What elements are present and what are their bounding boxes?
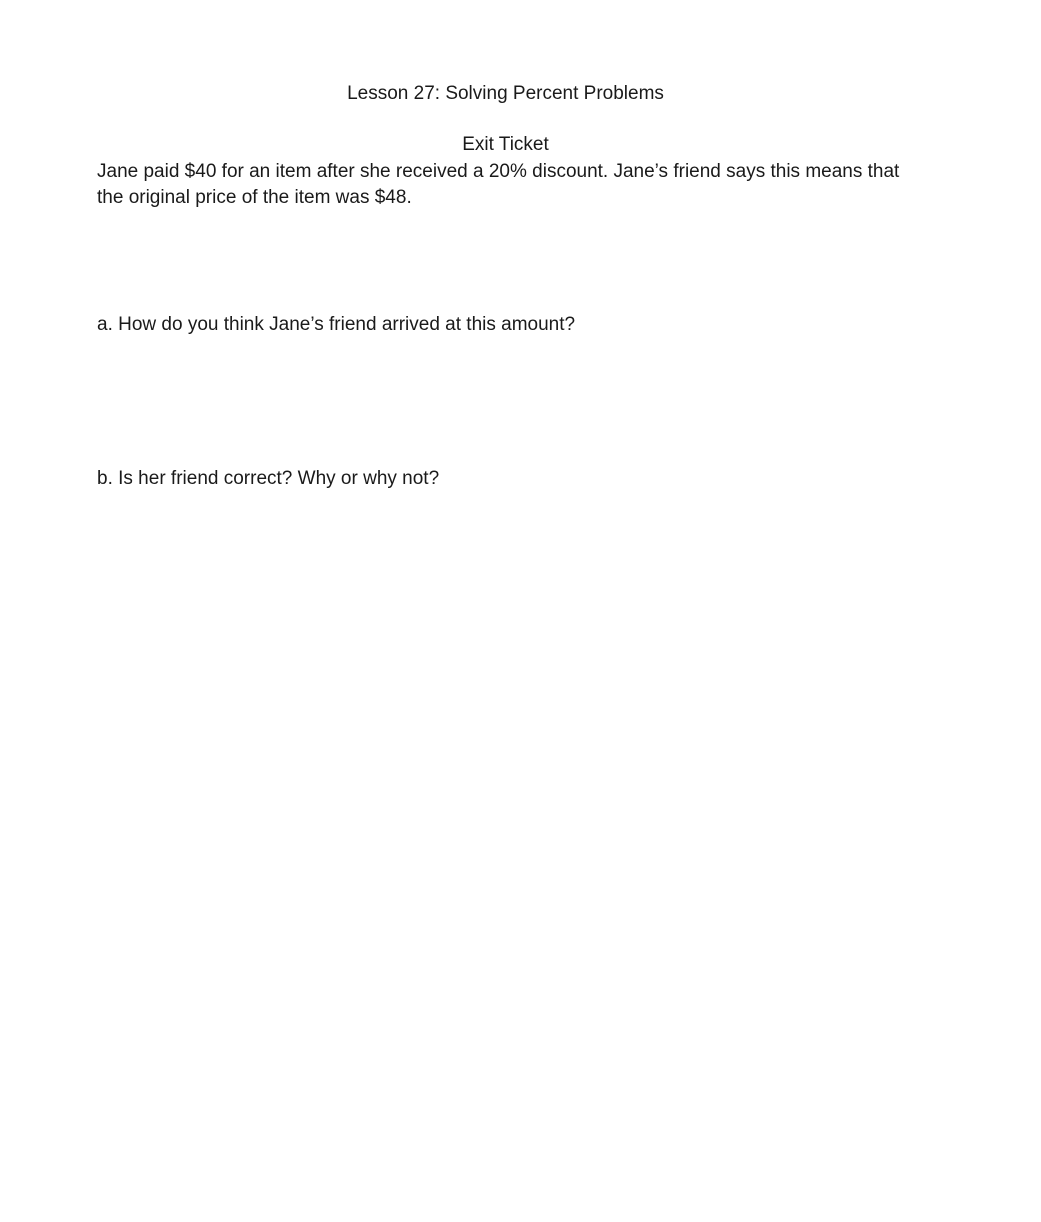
exit-ticket-heading: Exit Ticket xyxy=(462,134,549,155)
lesson-title: Lesson 27: Solving Percent Problems xyxy=(347,83,664,104)
problem-line: the original price of the item was $48. xyxy=(97,187,412,208)
problem-statement xyxy=(97,159,917,211)
problem-line: Jane paid $40 for an item after she received a 20% discount. Jane’s friend says this means that xyxy=(97,161,900,182)
question-a: a. How do you think Jane’s friend arrived at this amount? xyxy=(97,314,576,335)
question-b: b. Is her friend correct? Why or why not? xyxy=(97,468,440,489)
